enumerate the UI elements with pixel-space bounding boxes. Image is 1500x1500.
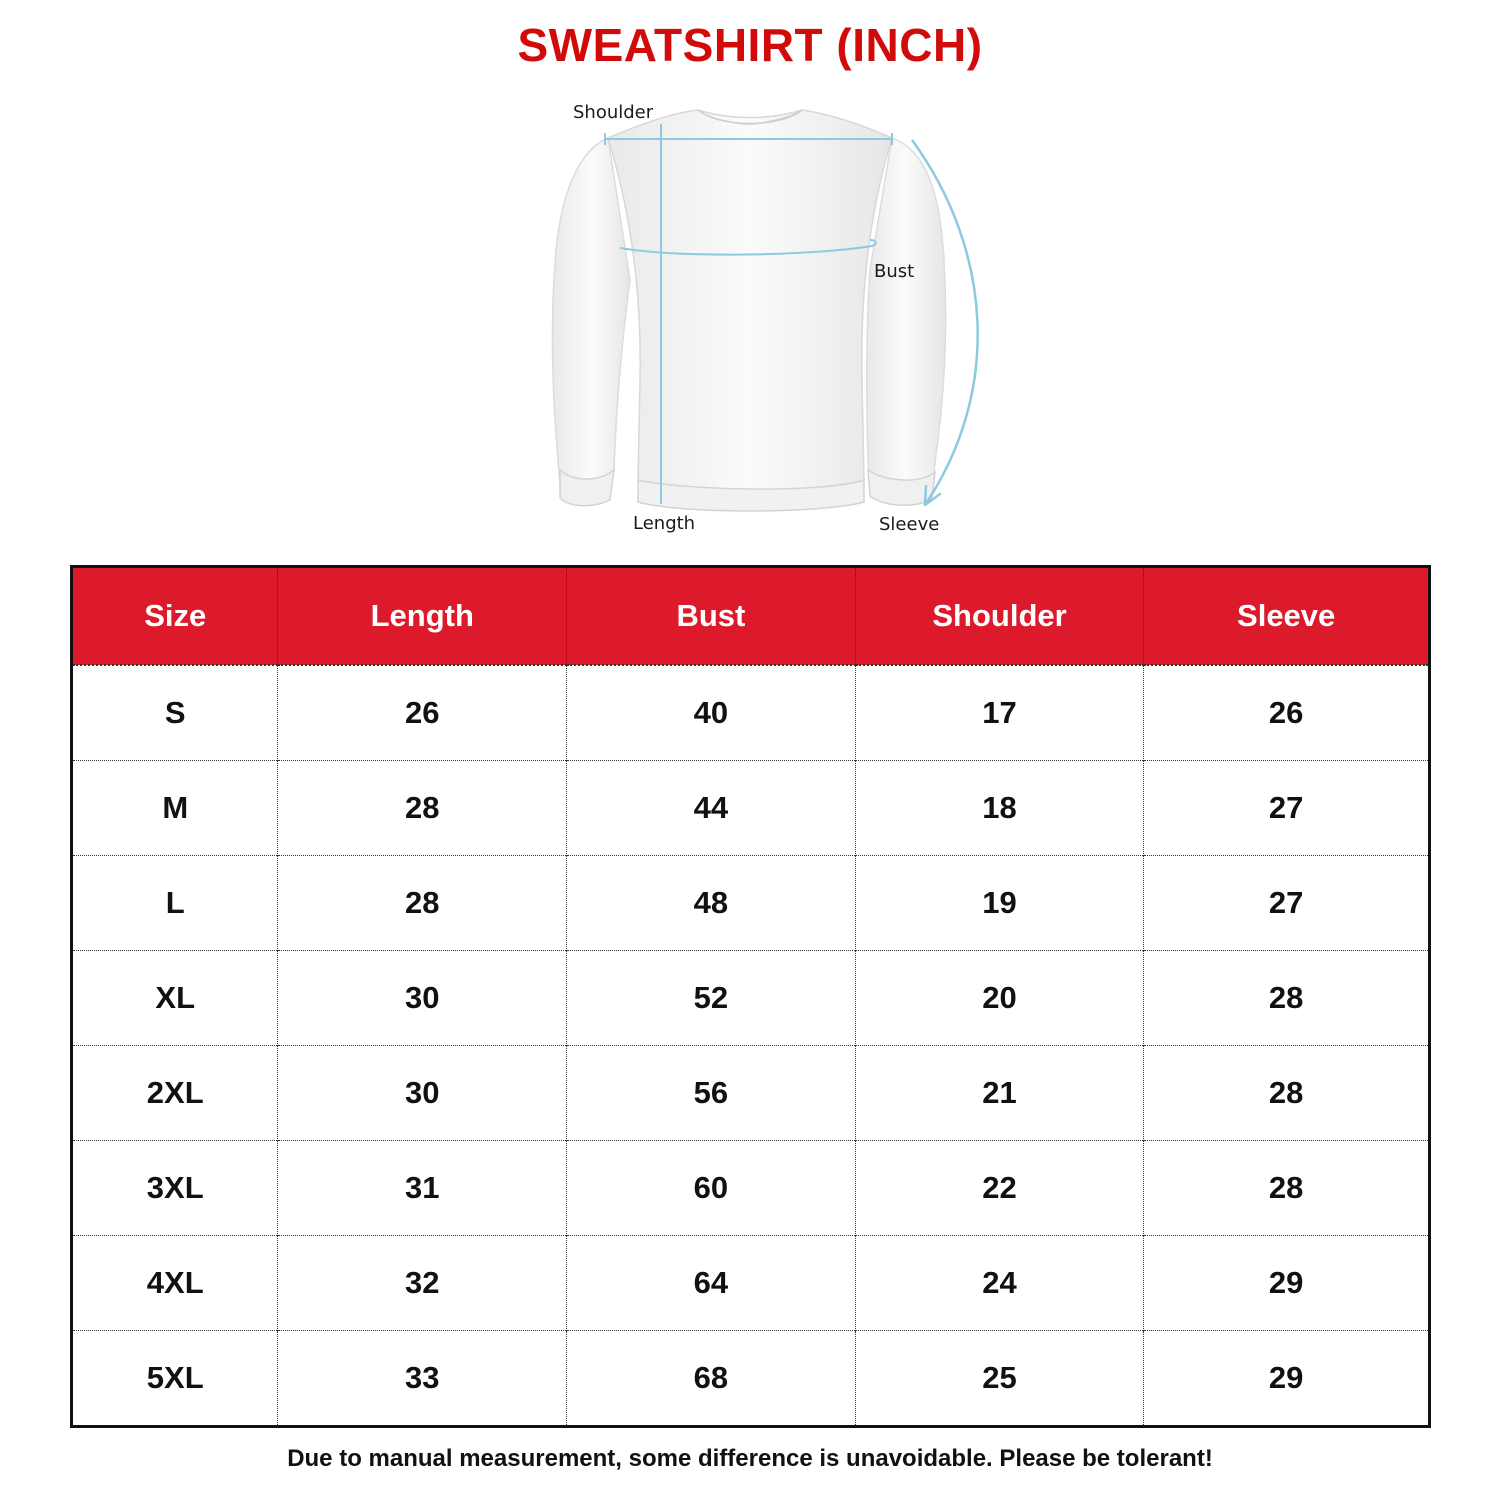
cell-size: 4XL bbox=[72, 1236, 278, 1331]
table-row bbox=[72, 1331, 1430, 1427]
cell-length: 33 bbox=[278, 1331, 567, 1427]
cell-shoulder: 25 bbox=[855, 1331, 1144, 1427]
cell-bust: 48 bbox=[567, 856, 856, 951]
cell-length: 31 bbox=[278, 1141, 567, 1236]
cell-size: 2XL bbox=[72, 1046, 278, 1141]
header-bust: Bust bbox=[567, 567, 856, 666]
cell-sleeve: 26 bbox=[1144, 665, 1430, 761]
bust-label: Bust bbox=[874, 261, 915, 282]
cell-shoulder: 20 bbox=[855, 951, 1144, 1046]
cell-sleeve: 29 bbox=[1144, 1331, 1430, 1427]
table-header-row bbox=[72, 567, 1430, 666]
cell-bust: 68 bbox=[567, 1331, 856, 1427]
cell-size: XL bbox=[72, 951, 278, 1046]
cell-shoulder: 17 bbox=[855, 665, 1144, 761]
table-row bbox=[72, 1141, 1430, 1236]
cell-size: 3XL bbox=[72, 1141, 278, 1236]
sleeve-label: Sleeve bbox=[879, 514, 940, 535]
cell-shoulder: 18 bbox=[855, 761, 1144, 856]
cell-size: S bbox=[72, 665, 278, 761]
cell-sleeve: 28 bbox=[1144, 1141, 1430, 1236]
cell-bust: 44 bbox=[567, 761, 856, 856]
cell-bust: 56 bbox=[567, 1046, 856, 1141]
cell-bust: 52 bbox=[567, 951, 856, 1046]
cell-sleeve: 28 bbox=[1144, 1046, 1430, 1141]
left-sleeve bbox=[552, 138, 630, 500]
cell-length: 26 bbox=[278, 665, 567, 761]
cell-size: M bbox=[72, 761, 278, 856]
cell-length: 28 bbox=[278, 856, 567, 951]
cell-bust: 60 bbox=[567, 1141, 856, 1236]
cell-shoulder: 22 bbox=[855, 1141, 1144, 1236]
table-row bbox=[72, 1236, 1430, 1331]
cell-length: 30 bbox=[278, 951, 567, 1046]
cell-length: 30 bbox=[278, 1046, 567, 1141]
cell-bust: 64 bbox=[567, 1236, 856, 1331]
page-title: SWEATSHIRT (INCH) bbox=[517, 19, 983, 71]
cell-sleeve: 29 bbox=[1144, 1236, 1430, 1331]
cell-bust: 40 bbox=[567, 665, 856, 761]
cell-size: 5XL bbox=[72, 1331, 278, 1427]
table-row bbox=[72, 665, 1430, 761]
cell-shoulder: 21 bbox=[855, 1046, 1144, 1141]
sweatshirt-measurement-diagram bbox=[530, 90, 1010, 550]
measurement-disclaimer: Due to manual measurement, some difference is unavoidable. Please be tolerant! bbox=[287, 1445, 1213, 1472]
table-row bbox=[72, 761, 1430, 856]
header-length: Length bbox=[278, 567, 567, 666]
table-row bbox=[72, 951, 1430, 1046]
header-shoulder: Shoulder bbox=[855, 567, 1144, 666]
shoulder-label: Shoulder bbox=[573, 102, 654, 123]
cell-shoulder: 24 bbox=[855, 1236, 1144, 1331]
table-row bbox=[72, 856, 1430, 951]
cell-size: L bbox=[72, 856, 278, 951]
sweatshirt-illustration bbox=[530, 90, 1010, 550]
cell-length: 32 bbox=[278, 1236, 567, 1331]
header-sleeve: Sleeve bbox=[1144, 567, 1430, 666]
cell-length: 28 bbox=[278, 761, 567, 856]
cell-sleeve: 27 bbox=[1144, 856, 1430, 951]
cell-sleeve: 28 bbox=[1144, 951, 1430, 1046]
header-size: Size bbox=[72, 567, 278, 666]
garment-body bbox=[608, 110, 892, 493]
cell-sleeve: 27 bbox=[1144, 761, 1430, 856]
cell-shoulder: 19 bbox=[855, 856, 1144, 951]
size-chart-table bbox=[70, 565, 1431, 1428]
length-label: Length bbox=[633, 513, 696, 534]
table-row bbox=[72, 1046, 1430, 1141]
